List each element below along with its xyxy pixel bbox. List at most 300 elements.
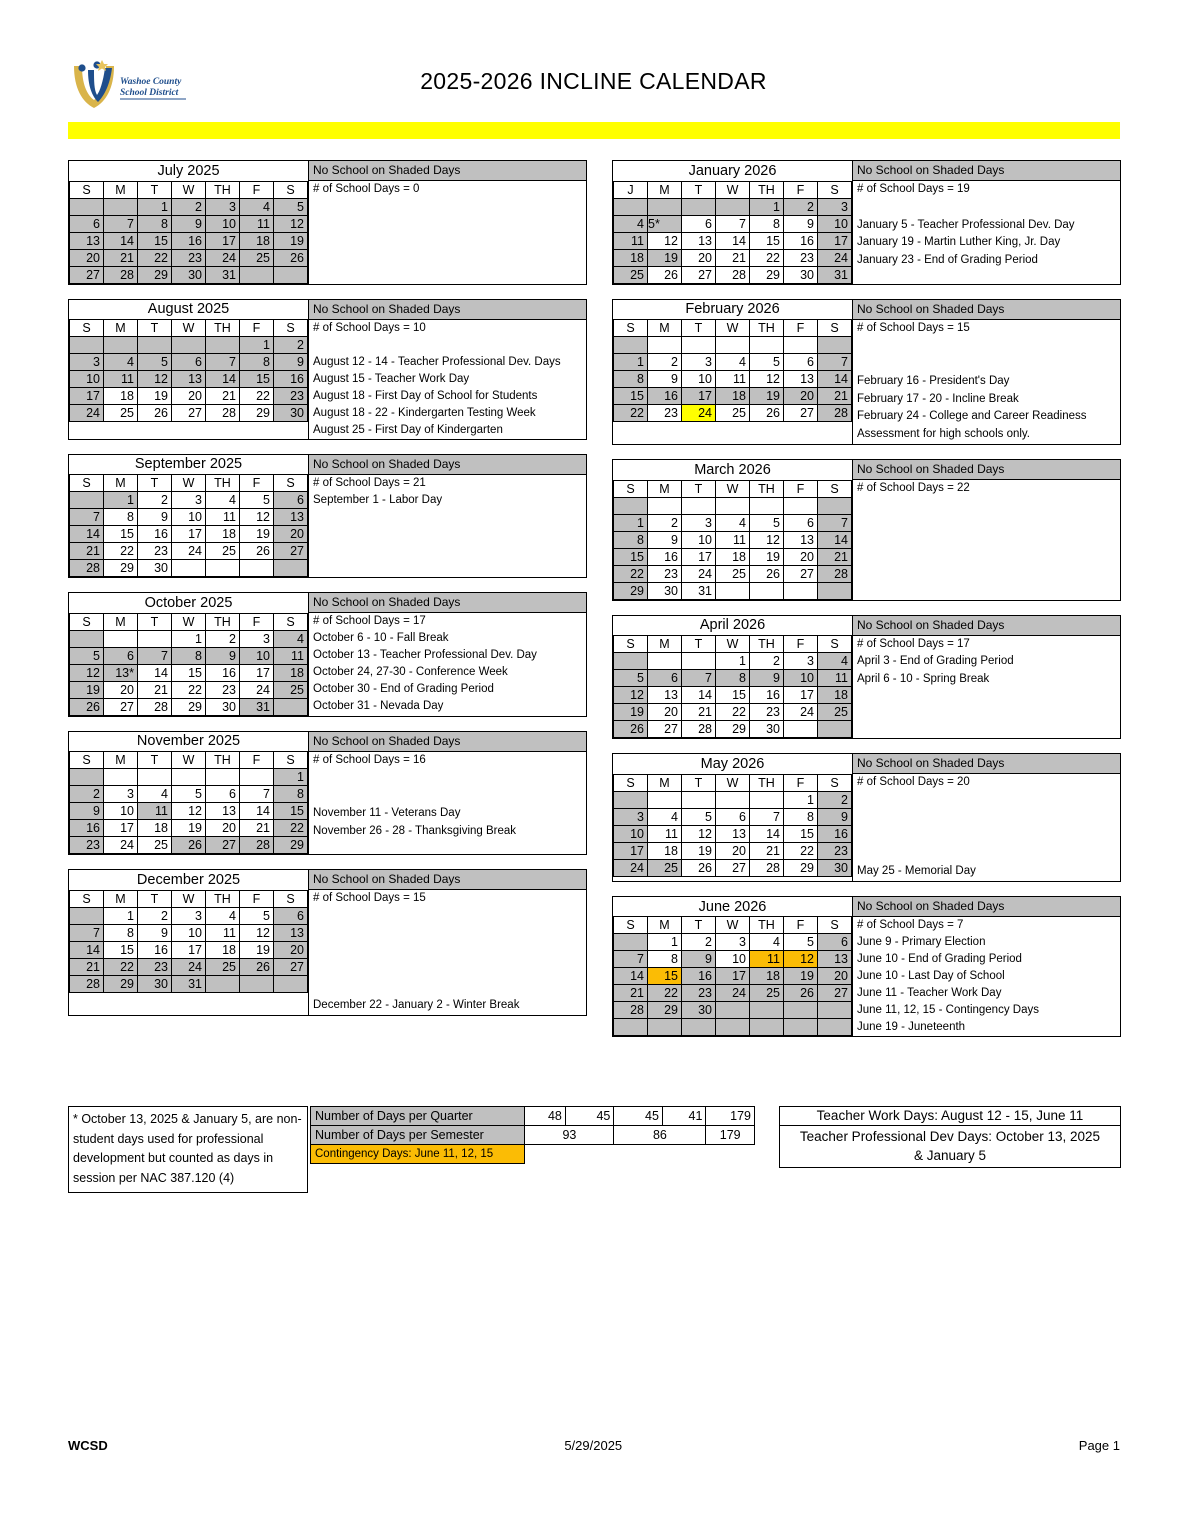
day-cell: 18 xyxy=(206,941,240,958)
quarter-q4: 41 xyxy=(662,1107,705,1126)
empty-day-cell xyxy=(206,769,240,786)
empty-day-cell xyxy=(70,337,104,354)
day-cell: 22 xyxy=(614,405,648,422)
week-row xyxy=(614,249,852,266)
month-notes xyxy=(309,732,586,855)
empty-day-cell xyxy=(818,1002,852,1019)
note-spacer xyxy=(313,961,586,979)
note-line: August 15 - Teacher Work Day xyxy=(313,372,470,385)
school-days-count: # of School Days = 19 xyxy=(857,183,970,195)
week-row xyxy=(70,232,308,249)
day-cell: 27 xyxy=(818,985,852,1002)
school-days-count: # of School Days = 20 xyxy=(857,776,970,789)
day-cell: 15 xyxy=(716,687,750,704)
day-cell: 6 xyxy=(648,670,682,687)
day-cell: 27 xyxy=(716,859,750,876)
day-cell: 18 xyxy=(138,820,172,837)
week-row xyxy=(614,859,852,876)
day-of-week-header: TH xyxy=(750,480,784,497)
day-cell: 13 xyxy=(70,232,104,249)
day-cell: 5* xyxy=(648,215,682,232)
day-cell: 11 xyxy=(818,670,852,687)
day-cell: 21 xyxy=(818,548,852,565)
day-cell: 17 xyxy=(70,388,104,405)
day-cell: 31 xyxy=(206,266,240,283)
empty-day-cell xyxy=(614,791,648,808)
note-line: August 18 - First Day of School for Students xyxy=(313,389,538,402)
day-of-week-header: F xyxy=(784,181,818,198)
month-grid xyxy=(69,300,309,439)
day-cell: 15 xyxy=(648,968,682,985)
empty-day-cell xyxy=(172,560,206,577)
day-cell: 29 xyxy=(172,698,206,715)
empty-day-cell xyxy=(716,1002,750,1019)
note-line: June 11, 12, 15 - Contingency Days xyxy=(857,1003,1039,1016)
day-cell: 11 xyxy=(716,531,750,548)
day-cell: 3 xyxy=(206,198,240,215)
week-row xyxy=(614,582,852,599)
month-block xyxy=(612,299,1121,446)
teacher-work-days: Teacher Work Days: August 12 - 15, June 11 xyxy=(780,1107,1120,1126)
day-cell: 2 xyxy=(172,198,206,215)
day-of-week-header: S xyxy=(614,320,648,337)
quarter-label: Number of Days per Quarter xyxy=(311,1107,525,1126)
day-cell: 3 xyxy=(614,808,648,825)
day-of-week-header: T xyxy=(682,480,716,497)
school-days-count: # of School Days = 22 xyxy=(857,482,970,495)
day-cell: 16 xyxy=(818,825,852,842)
day-cell: 20 xyxy=(648,704,682,721)
day-cell: 14 xyxy=(750,825,784,842)
empty-day-cell xyxy=(206,560,240,577)
month-block xyxy=(68,160,587,285)
day-cell: 24 xyxy=(716,985,750,1002)
day-cell: 13 xyxy=(648,687,682,704)
day-cell: 27 xyxy=(648,721,682,738)
empty-day-cell xyxy=(818,721,852,738)
quarter-total: 179 xyxy=(706,1107,755,1126)
day-cell: 29 xyxy=(240,405,274,422)
empty-day-cell xyxy=(818,582,852,599)
day-of-week-header: S xyxy=(818,774,852,791)
day-cell: 9 xyxy=(682,951,716,968)
day-cell: 2 xyxy=(784,198,818,215)
empty-day-cell xyxy=(784,1002,818,1019)
day-cell: 29 xyxy=(614,582,648,599)
day-cell: 27 xyxy=(274,543,308,560)
day-cell: 25 xyxy=(240,249,274,266)
note-line: April 3 - End of Grading Period xyxy=(857,655,1014,668)
day-cell: 13 xyxy=(172,371,206,388)
day-cell: 22 xyxy=(274,820,308,837)
day-cell: 17 xyxy=(104,820,138,837)
day-cell: 6 xyxy=(274,907,308,924)
day-of-week-header: S xyxy=(274,613,308,630)
month-block xyxy=(612,615,1121,740)
note-line: June 11 - Teacher Work Day xyxy=(857,986,1002,999)
note-line: August 18 - 22 - Kindergarten Testing Week xyxy=(313,406,536,419)
no-school-header: No School on Shaded Days xyxy=(309,455,586,475)
day-cell: 2 xyxy=(70,786,104,803)
day-cell: 7 xyxy=(614,951,648,968)
note-line: October 24, 27-30 - Conference Week xyxy=(313,666,508,678)
day-cell: 19 xyxy=(70,681,104,698)
semester-s1: 93 xyxy=(525,1126,614,1145)
day-cell: 6 xyxy=(104,647,138,664)
day-cell: 9 xyxy=(750,670,784,687)
day-cell: 20 xyxy=(274,526,308,543)
day-of-week-header: M xyxy=(104,475,138,492)
day-cell: 7 xyxy=(818,354,852,371)
no-school-header: No School on Shaded Days xyxy=(853,460,1120,480)
month-notes xyxy=(309,161,586,284)
note-spacer xyxy=(857,199,1120,217)
day-cell: 21 xyxy=(614,985,648,1002)
day-of-week-header: S xyxy=(614,636,648,653)
week-row xyxy=(70,630,308,647)
day-cell: 1 xyxy=(104,492,138,509)
day-cell: 28 xyxy=(138,698,172,715)
day-cell: 15 xyxy=(784,825,818,842)
month-grid xyxy=(69,732,309,855)
day-cell: 27 xyxy=(104,698,138,715)
day-of-week-header: W xyxy=(716,480,750,497)
day-of-week-header: M xyxy=(104,752,138,769)
month-block xyxy=(68,592,587,717)
empty-day-cell xyxy=(784,721,818,738)
day-cell: 15 xyxy=(104,526,138,543)
day-cell: 13 xyxy=(784,371,818,388)
day-of-week-header: F xyxy=(240,890,274,907)
empty-day-cell xyxy=(648,791,682,808)
month-title: May 2026 xyxy=(614,754,852,774)
day-cell: 18 xyxy=(716,548,750,565)
day-of-week-header: F xyxy=(240,613,274,630)
note-line: February 16 - President's Day xyxy=(857,374,1010,387)
day-cell: 17 xyxy=(784,687,818,704)
empty-day-cell xyxy=(716,337,750,354)
month-block xyxy=(612,896,1121,1038)
day-cell: 23 xyxy=(206,681,240,698)
day-of-week-header: TH xyxy=(750,774,784,791)
no-school-header: No School on Shaded Days xyxy=(853,300,1120,320)
day-cell: 29 xyxy=(104,975,138,992)
day-cell: 23 xyxy=(70,837,104,854)
day-cell: 13 xyxy=(716,825,750,842)
day-cell: 1 xyxy=(274,769,308,786)
note-line: February 24 - College and Career Readiness xyxy=(857,410,1087,423)
day-cell: 15 xyxy=(274,803,308,820)
empty-day-cell xyxy=(274,975,308,992)
note-line: Assessment for high schools only. xyxy=(857,428,1031,441)
day-cell: 23 xyxy=(274,388,308,405)
day-of-week-header: F xyxy=(240,475,274,492)
day-cell: 22 xyxy=(648,985,682,1002)
day-cell: 12 xyxy=(274,215,308,232)
note-line: January 5 - Teacher Professional Dev. Day xyxy=(857,218,1075,231)
day-cell: 4 xyxy=(614,215,648,232)
note-spacer xyxy=(313,979,586,997)
day-cell: 16 xyxy=(206,664,240,681)
week-row xyxy=(614,531,852,548)
day-cell: 6 xyxy=(206,786,240,803)
day-cell: 2 xyxy=(138,907,172,924)
day-cell: 30 xyxy=(818,859,852,876)
day-cell: 3 xyxy=(172,492,206,509)
week-row xyxy=(614,653,852,670)
empty-day-cell xyxy=(784,1019,818,1036)
day-of-week-header: W xyxy=(172,613,206,630)
empty-day-cell xyxy=(716,582,750,599)
day-cell: 17 xyxy=(682,388,716,405)
page-title: 2025-2026 INCLINE CALENDAR xyxy=(420,68,767,94)
empty-day-cell xyxy=(614,1019,648,1036)
school-days-count: # of School Days = 0 xyxy=(313,183,420,195)
empty-day-cell xyxy=(716,497,750,514)
day-cell: 28 xyxy=(240,837,274,854)
empty-day-cell xyxy=(104,337,138,354)
note-line: November 11 - Veterans Day xyxy=(313,806,461,819)
school-days-count: # of School Days = 7 xyxy=(857,918,964,931)
day-cell: 20 xyxy=(206,820,240,837)
day-cell: 9 xyxy=(138,509,172,526)
day-cell: 12 xyxy=(750,371,784,388)
day-cell: 25 xyxy=(104,405,138,422)
day-cell: 29 xyxy=(784,859,818,876)
day-of-week-header: T xyxy=(138,475,172,492)
week-row xyxy=(70,266,308,283)
note-line: October 30 - End of Grading Period xyxy=(313,683,494,695)
empty-day-cell xyxy=(750,337,784,354)
teacher-dev-days-line2: & January 5 xyxy=(913,1148,987,1163)
day-of-week-header: TH xyxy=(206,475,240,492)
day-cell: 19 xyxy=(138,388,172,405)
day-cell: 13 xyxy=(274,924,308,941)
teacher-dev-days-line1: Teacher Professional Dev Days: October 13, 2025 xyxy=(799,1129,1101,1144)
day-cell: 11 xyxy=(716,371,750,388)
day-of-week-header: T xyxy=(138,181,172,198)
day-of-week-header: W xyxy=(716,774,750,791)
day-cell: 5 xyxy=(172,786,206,803)
week-row xyxy=(70,198,308,215)
day-cell: 30 xyxy=(682,1002,716,1019)
no-school-header: No School on Shaded Days xyxy=(853,161,1120,181)
day-cell: 31 xyxy=(818,266,852,283)
note-spacer xyxy=(313,337,586,354)
calendar-column-right xyxy=(612,160,1121,1051)
day-cell: 13 xyxy=(274,509,308,526)
calendar-column-left xyxy=(68,160,587,1030)
day-of-week-header: T xyxy=(138,752,172,769)
empty-day-cell xyxy=(818,497,852,514)
month-title: April 2026 xyxy=(614,616,852,636)
day-cell: 17 xyxy=(172,526,206,543)
day-cell: 10 xyxy=(240,647,274,664)
empty-day-cell xyxy=(750,1002,784,1019)
day-of-week-header: W xyxy=(172,181,206,198)
day-cell: 22 xyxy=(240,388,274,405)
day-cell: 22 xyxy=(138,249,172,266)
day-cell: 25 xyxy=(648,859,682,876)
day-cell: 14 xyxy=(818,531,852,548)
day-cell: 11 xyxy=(750,951,784,968)
day-cell: 31 xyxy=(682,582,716,599)
note-spacer xyxy=(313,769,586,787)
day-of-week-header: S xyxy=(70,752,104,769)
day-cell: 8 xyxy=(614,531,648,548)
week-row xyxy=(614,934,852,951)
day-cell: 15 xyxy=(138,232,172,249)
empty-day-cell xyxy=(138,337,172,354)
day-cell: 7 xyxy=(240,786,274,803)
day-of-week-header: W xyxy=(172,475,206,492)
semester-total: 179 xyxy=(706,1126,755,1145)
day-of-week-header: M xyxy=(648,181,682,198)
day-cell: 20 xyxy=(818,968,852,985)
week-row xyxy=(614,842,852,859)
note-spacer xyxy=(313,943,586,961)
month-title: October 2025 xyxy=(70,593,308,613)
day-cell: 21 xyxy=(70,958,104,975)
month-grid xyxy=(69,455,309,578)
empty-day-cell xyxy=(614,497,648,514)
day-cell: 18 xyxy=(750,968,784,985)
month-notes xyxy=(853,616,1120,739)
note-line: June 19 - Juneteenth xyxy=(857,1020,966,1033)
day-cell: 11 xyxy=(206,509,240,526)
note-line: October 13 - Teacher Professional Dev. Day xyxy=(313,649,537,661)
day-cell: 28 xyxy=(818,405,852,422)
month-grid xyxy=(69,161,309,284)
day-cell: 10 xyxy=(682,371,716,388)
day-cell: 23 xyxy=(750,704,784,721)
day-cell: 14 xyxy=(818,371,852,388)
day-cell: 8 xyxy=(172,647,206,664)
note-line: October 6 - 10 - Fall Break xyxy=(313,632,449,644)
day-cell: 17 xyxy=(206,232,240,249)
day-cell: 1 xyxy=(172,630,206,647)
empty-day-cell xyxy=(682,198,716,215)
day-cell: 10 xyxy=(70,371,104,388)
day-cell: 2 xyxy=(206,630,240,647)
day-of-week-header: F xyxy=(784,636,818,653)
day-cell: 27 xyxy=(172,405,206,422)
day-of-week-header: TH xyxy=(206,613,240,630)
day-of-week-header: S xyxy=(274,752,308,769)
day-cell: 27 xyxy=(274,958,308,975)
day-cell: 13 xyxy=(784,531,818,548)
semester-label: Number of Days per Semester xyxy=(311,1126,525,1145)
day-cell: 19 xyxy=(784,968,818,985)
day-of-week-header: M xyxy=(648,774,682,791)
note-line: June 10 - Last Day of School xyxy=(857,969,1005,982)
day-cell: 26 xyxy=(750,405,784,422)
empty-day-cell xyxy=(138,769,172,786)
day-cell: 25 xyxy=(138,837,172,854)
month-notes xyxy=(853,460,1120,600)
day-cell: 8 xyxy=(784,808,818,825)
day-of-week-header: F xyxy=(240,181,274,198)
empty-day-cell xyxy=(818,1019,852,1036)
week-row xyxy=(614,266,852,283)
day-cell: 28 xyxy=(70,975,104,992)
day-cell: 4 xyxy=(750,934,784,951)
day-cell: 13 xyxy=(818,951,852,968)
day-cell: 20 xyxy=(274,941,308,958)
day-of-week-header: TH xyxy=(750,320,784,337)
month-block xyxy=(68,454,587,579)
day-cell: 7 xyxy=(104,215,138,232)
month-notes xyxy=(853,754,1120,881)
day-of-week-header: S xyxy=(274,475,308,492)
day-cell: 16 xyxy=(648,548,682,565)
day-cell: 18 xyxy=(240,232,274,249)
week-row xyxy=(614,405,852,422)
day-cell: 15 xyxy=(240,371,274,388)
empty-day-cell xyxy=(682,653,716,670)
day-cell: 9 xyxy=(648,531,682,548)
empty-day-cell xyxy=(750,582,784,599)
day-cell: 28 xyxy=(104,266,138,283)
school-days-count: # of School Days = 17 xyxy=(857,637,970,650)
day-cell: 4 xyxy=(648,808,682,825)
day-cell: 28 xyxy=(750,859,784,876)
day-cell: 25 xyxy=(206,958,240,975)
month-notes xyxy=(853,161,1120,284)
empty-day-cell xyxy=(716,791,750,808)
day-cell: 12 xyxy=(750,531,784,548)
month-notes xyxy=(309,300,586,439)
day-cell: 16 xyxy=(138,526,172,543)
day-cell: 30 xyxy=(172,266,206,283)
note-line: October 31 - Nevada Day xyxy=(313,700,444,712)
day-cell: 20 xyxy=(784,388,818,405)
day-cell: 11 xyxy=(138,803,172,820)
week-row xyxy=(70,958,308,975)
day-cell: 10 xyxy=(784,670,818,687)
day-cell: 9 xyxy=(648,371,682,388)
day-cell: 12 xyxy=(682,825,716,842)
day-cell: 11 xyxy=(104,371,138,388)
note-spacer xyxy=(313,787,586,805)
day-cell: 3 xyxy=(682,354,716,371)
day-cell: 8 xyxy=(750,215,784,232)
day-cell: 14 xyxy=(104,232,138,249)
day-cell: 14 xyxy=(682,687,716,704)
day-cell: 30 xyxy=(648,582,682,599)
day-of-week-header: S xyxy=(70,320,104,337)
day-of-week-header: T xyxy=(682,181,716,198)
day-cell: 15 xyxy=(750,232,784,249)
day-of-week-header: S xyxy=(614,917,648,934)
empty-day-cell xyxy=(750,791,784,808)
day-cell: 4 xyxy=(206,492,240,509)
day-cell: 4 xyxy=(716,354,750,371)
page-footer xyxy=(68,1438,1120,1453)
note-spacer xyxy=(857,792,1120,810)
day-cell: 26 xyxy=(274,249,308,266)
day-cell: 19 xyxy=(682,842,716,859)
summary-section xyxy=(68,1106,1120,1193)
empty-day-cell xyxy=(614,653,648,670)
day-cell: 12 xyxy=(172,803,206,820)
empty-day-cell xyxy=(648,653,682,670)
day-of-week-header: TH xyxy=(206,752,240,769)
day-cell: 18 xyxy=(206,526,240,543)
day-cell: 21 xyxy=(682,704,716,721)
day-of-week-header: W xyxy=(716,181,750,198)
week-row xyxy=(614,985,852,1002)
